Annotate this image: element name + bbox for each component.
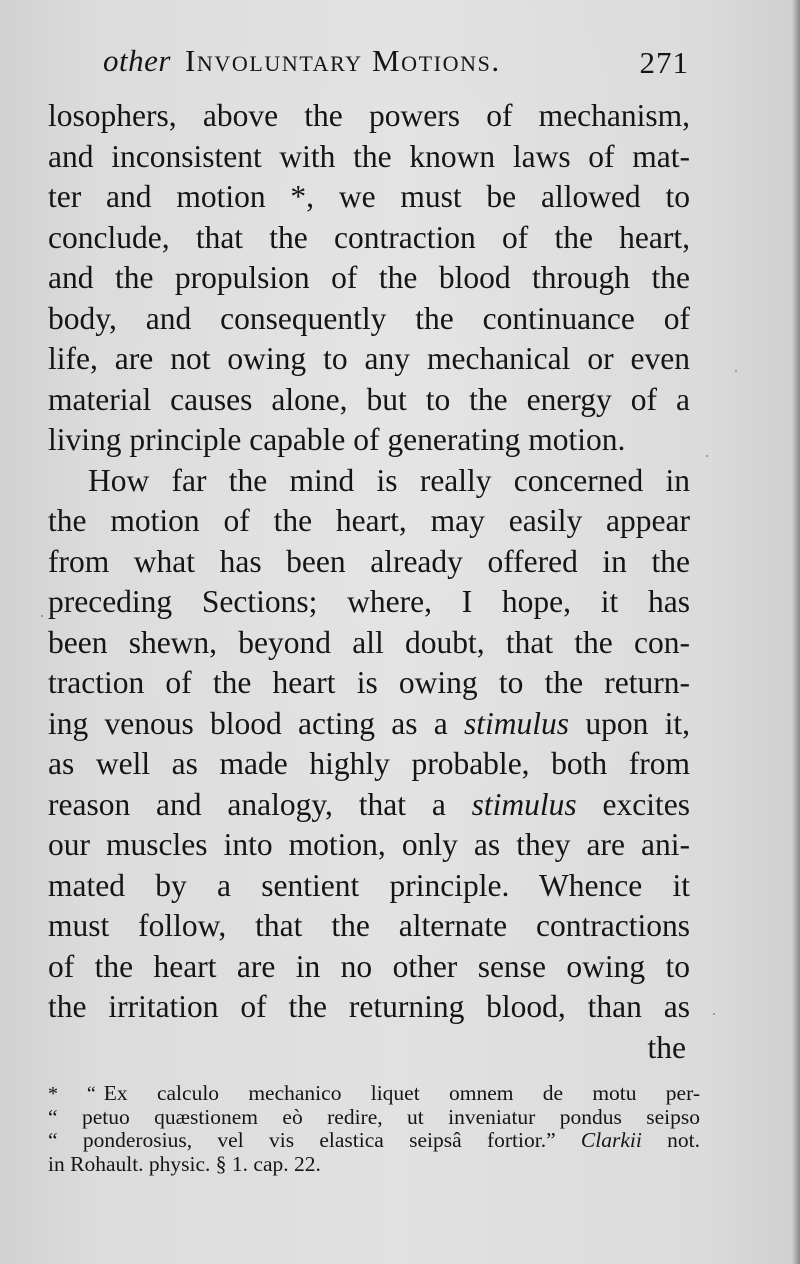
text-segment: reason and analogy, that a [48,786,472,822]
footnote-marker: * “ [48,1083,96,1105]
scan-speck [735,370,737,372]
text-line: conclude, that the contraction of the heart, [48,219,690,255]
text-line: of the heart are in no other sense owing to [48,948,690,984]
running-title-caps: Involuntary Motions. [184,43,501,78]
main-text [48,96,690,1068]
text-line: our muscles into motion, only as they are ani- [48,827,690,862]
footnote-italic: Clarkii [580,1129,642,1152]
text-line: life, are not owing to any mechanical or even [48,341,690,376]
text-line-with-italic [48,785,690,826]
page-number: 271 [639,45,689,80]
text-segment: ing venous blood acting as a [48,705,465,741]
italic-term: stimulus [471,786,577,822]
scan-speck [713,1013,715,1015]
text-line: the motion of the heart, may easily appear [48,503,690,538]
running-header [103,40,693,86]
text-line: the irritation of the returning blood, than as [48,989,690,1024]
text-line: material causes alone, but to the energy of a [48,381,690,417]
text-line-with-italic [48,704,690,745]
text-segment: excites [576,786,690,822]
text-line: from what has been already offered in the [48,543,690,579]
text-line-paragraph-start: How far the mind is really concerned in [88,462,690,498]
text-line: as well as made highly probable, both from [48,746,690,781]
footnote-line-end: in Rohault. physic. § 1. cap. 22. [48,1152,321,1176]
text-line-paragraph-end: living principle capable of generating motion. [48,422,626,457]
running-title [103,43,501,79]
text-line: traction of the heart is owing to the return- [48,665,690,700]
text-line: must follow, that the alternate contractions [48,908,690,943]
footnote-line: “ petuo quæstionem eò redire, ut inveniatur pondus seipso [48,1105,700,1129]
italic-term: stimulus [464,705,570,741]
footnote-line [48,1082,700,1106]
scan-speck [41,615,43,617]
text-line: mated by a sentient principle. Whence it [48,867,690,903]
text-line: losophers, above the powers of mechanism, [48,98,690,133]
text-line: been shewn, beyond all doubt, that the con- [48,624,690,660]
catchword: the [647,1029,686,1065]
footnote-line-with-italic [48,1129,700,1153]
footnote-text: Ex calculo mechanico liquet omnem de motu per- [103,1082,700,1105]
text-line: and the propulsion of the blood through the [48,260,690,295]
scan-speck [706,455,708,457]
text-line: body, and consequently the continuance of [48,300,690,336]
text-line: ter and motion *, we must be allowed to [48,179,690,214]
footnote-text: not. [641,1129,700,1152]
text-line: and inconsistent with the known laws of mat- [48,138,690,174]
footnote [48,1082,700,1176]
running-title-italic: other [103,43,171,78]
text-segment: upon it, [569,705,690,741]
text-line: preceding Sections; where, I hope, it has [48,584,690,619]
footnote-text: “ ponderosius, vel vis elastica seipsâ fortior.” [48,1129,581,1152]
